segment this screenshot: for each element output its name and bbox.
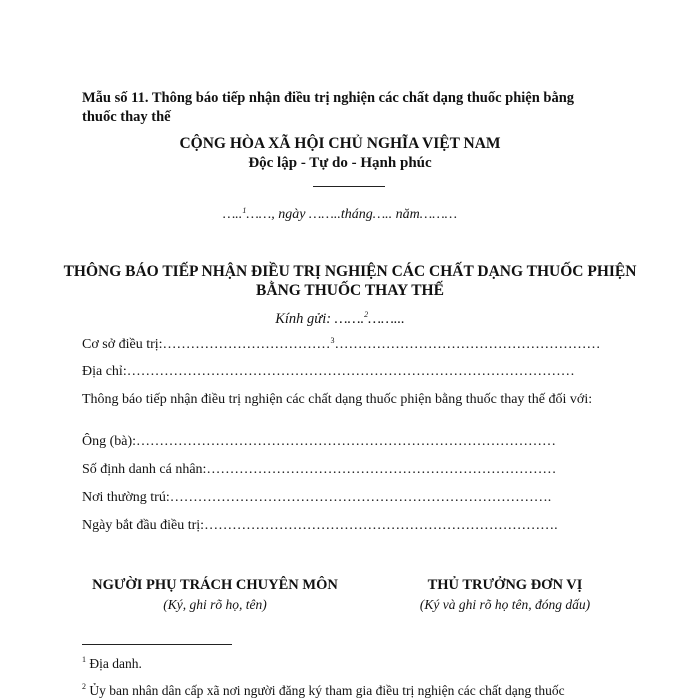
residence-field: Nơi thường trú:……………………………………………………………………….: [82, 490, 552, 505]
footnote-2-number: 2: [82, 682, 86, 691]
addressee-start: Kính gửi: …….: [275, 311, 365, 327]
addressee-line: [0, 311, 680, 328]
facility-field: [82, 337, 601, 353]
date-line-rest: ……, ngày ……..tháng….. năm………: [246, 207, 458, 222]
personal-id-field: Số định danh cá nhân:…………………………………………………………………: [82, 462, 557, 477]
left-signature-title: NGƯỜI PHỤ TRÁCH CHUYÊN MÔN: [92, 577, 338, 593]
facility-dots: …………………………………………………: [334, 337, 601, 352]
right-signature-note: (Ký và ghi rõ họ tên, đóng dấu): [419, 597, 591, 612]
footnote-1-text: Địa danh.: [86, 656, 142, 671]
facility-footnote-ref: 3: [330, 336, 335, 345]
footnote-2: [82, 683, 565, 699]
facility-label: Cơ sở điều trị:………………………………: [82, 337, 331, 352]
form-title: Mẫu số 11. Thông báo tiếp nhận điều trị nghiện các chất dạng thuốc phiện bằng thuốc thay thế: [82, 90, 575, 125]
date-line-start: …..: [222, 207, 243, 222]
motto-underline: [313, 186, 385, 187]
name-field: Ông (bà):………………………………………………………………………………: [82, 434, 557, 449]
nation-heading: CỘNG HÒA XÃ HỘI CHỦ NGHĨA VIỆT NAM: [179, 135, 501, 152]
footnote-divider: [82, 644, 232, 645]
addressee-footnote-ref: 2: [364, 310, 369, 319]
address-field: Địa chỉ:……………………………………………………………………………………: [82, 364, 575, 379]
addressee-rest: ……...: [368, 311, 405, 327]
motto: Độc lập - Tự do - Hạnh phúc: [248, 155, 432, 171]
footnote-1: [82, 656, 142, 672]
start-date-field: Ngày bắt đầu điều trị:………………………………………………………………….: [82, 518, 558, 533]
left-signature-note: (Ký, ghi rõ họ, tên): [163, 597, 267, 612]
footnote-1-number: 1: [82, 655, 86, 664]
right-signature-title: THỦ TRƯỞNG ĐƠN VỊ: [427, 577, 583, 593]
statement-paragraph: Thông báo tiếp nhận điều trị nghiện các chất dạng thuốc phiện bằng thuốc thay thế đối với:: [82, 392, 593, 407]
date-footnote-ref: 1: [242, 206, 247, 215]
footnote-2-text: Ủy ban nhân dân cấp xã nơi người đăng ký tham gia điều trị nghiện các chất dạng thuốc: [86, 683, 565, 698]
date-line: [0, 207, 680, 223]
document-title: THÔNG BÁO TIẾP NHẬN ĐIỀU TRỊ NGHIỆN CÁC CHẤT DẠNG THUỐC PHIỆN BẰNG THUỐC THAY THẾ: [63, 263, 637, 299]
